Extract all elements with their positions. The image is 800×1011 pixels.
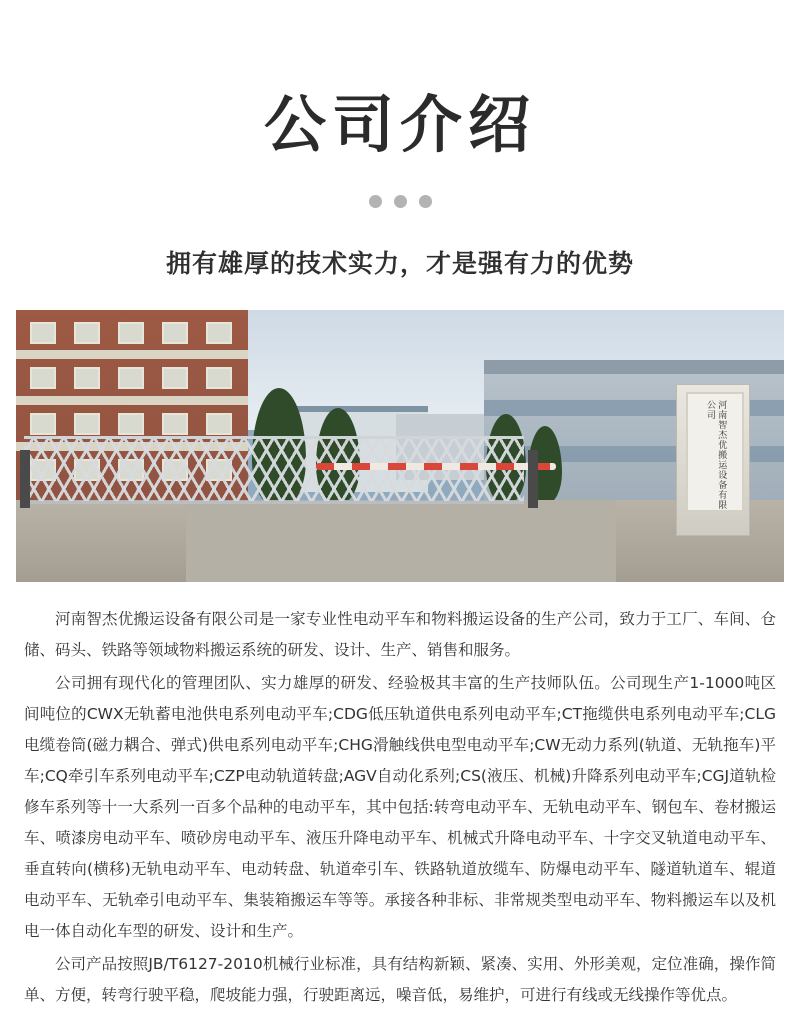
gate-post bbox=[528, 450, 538, 508]
dot-icon bbox=[419, 195, 432, 208]
dot-separator bbox=[350, 195, 450, 208]
gate-post bbox=[20, 450, 30, 508]
paragraph: 河南智杰优搬运设备有限公司是一家专业性电动平车和物料搬运设备的生产公司，致力于工厂、车间、仓储、码头、铁路等领域物料搬运系统的研发、设计、生产、销售和服务。 bbox=[24, 610, 776, 660]
company-description bbox=[24, 604, 776, 1011]
page-header bbox=[0, 0, 800, 280]
boom-barrier bbox=[316, 463, 556, 470]
dot-icon bbox=[394, 195, 407, 208]
paragraph: 公司拥有现代化的管理团队、实力雄厚的研发、经验极其丰富的生产技师队伍。公司现生产1-1000吨区间吨位的CWX无轨蓄电池供电系列电动平车;CDG低压轨道供电系列电动平车;CT拖缆供电系列电动平车;CLG电缆卷筒(磁力耦合、弹式)供电系列电动平车;CHG滑触线供电型电动平车;CW无动力系列(轨道、无轨拖车)平车;CQ牵引车系列电动平车;CZP电动轨道转盘;AGV自动化系列;CS(液压、机械)升降系列电动平车;CGJ道轨检修车系列等十一大系列一百多个品种的电动平车，其中包括:转弯电动平车、无轨电动平车、钢包车、卷材搬运车、喷漆房电动平车、喷砂房电动平车、液压升降电动平车、机械式升降电动平车、十字交叉轨道电动平车、垂直转向(横移)无轨电动平车、电动转盘、轨道牵引车、铁路轨道放缆车、防爆电动平车、隧道轨道车、辊道电动平车、无轨牵引电动平车、集装箱搬运车等等。承接各种非标、非常规类型电动平车、物料搬运车以及机电一体自动化车型的研发、设计和生产。 bbox=[24, 674, 776, 941]
road bbox=[186, 500, 616, 582]
page-title: 公司介绍 bbox=[263, 88, 536, 161]
page-subtitle: 拥有雄厚的技术实力，才是强有力的优势 bbox=[165, 250, 634, 279]
paragraph: 公司产品按照JB/T6127-2010机械行业标准，具有结构新颖、紧凑、实用、外形美观，定位准确，操作简单、方便，转弯行驶平稳，爬坡能力强，行驶距离远，噪音低，易维护，可进行有线或无线操作等优点。 bbox=[24, 955, 776, 1005]
company-signboard-text: 河南智杰优搬运设备有限公司 bbox=[705, 400, 727, 511]
factory-gate-photo bbox=[16, 310, 784, 582]
dot-icon bbox=[369, 195, 382, 208]
company-signboard bbox=[686, 392, 744, 512]
retractable-gate bbox=[24, 436, 524, 504]
